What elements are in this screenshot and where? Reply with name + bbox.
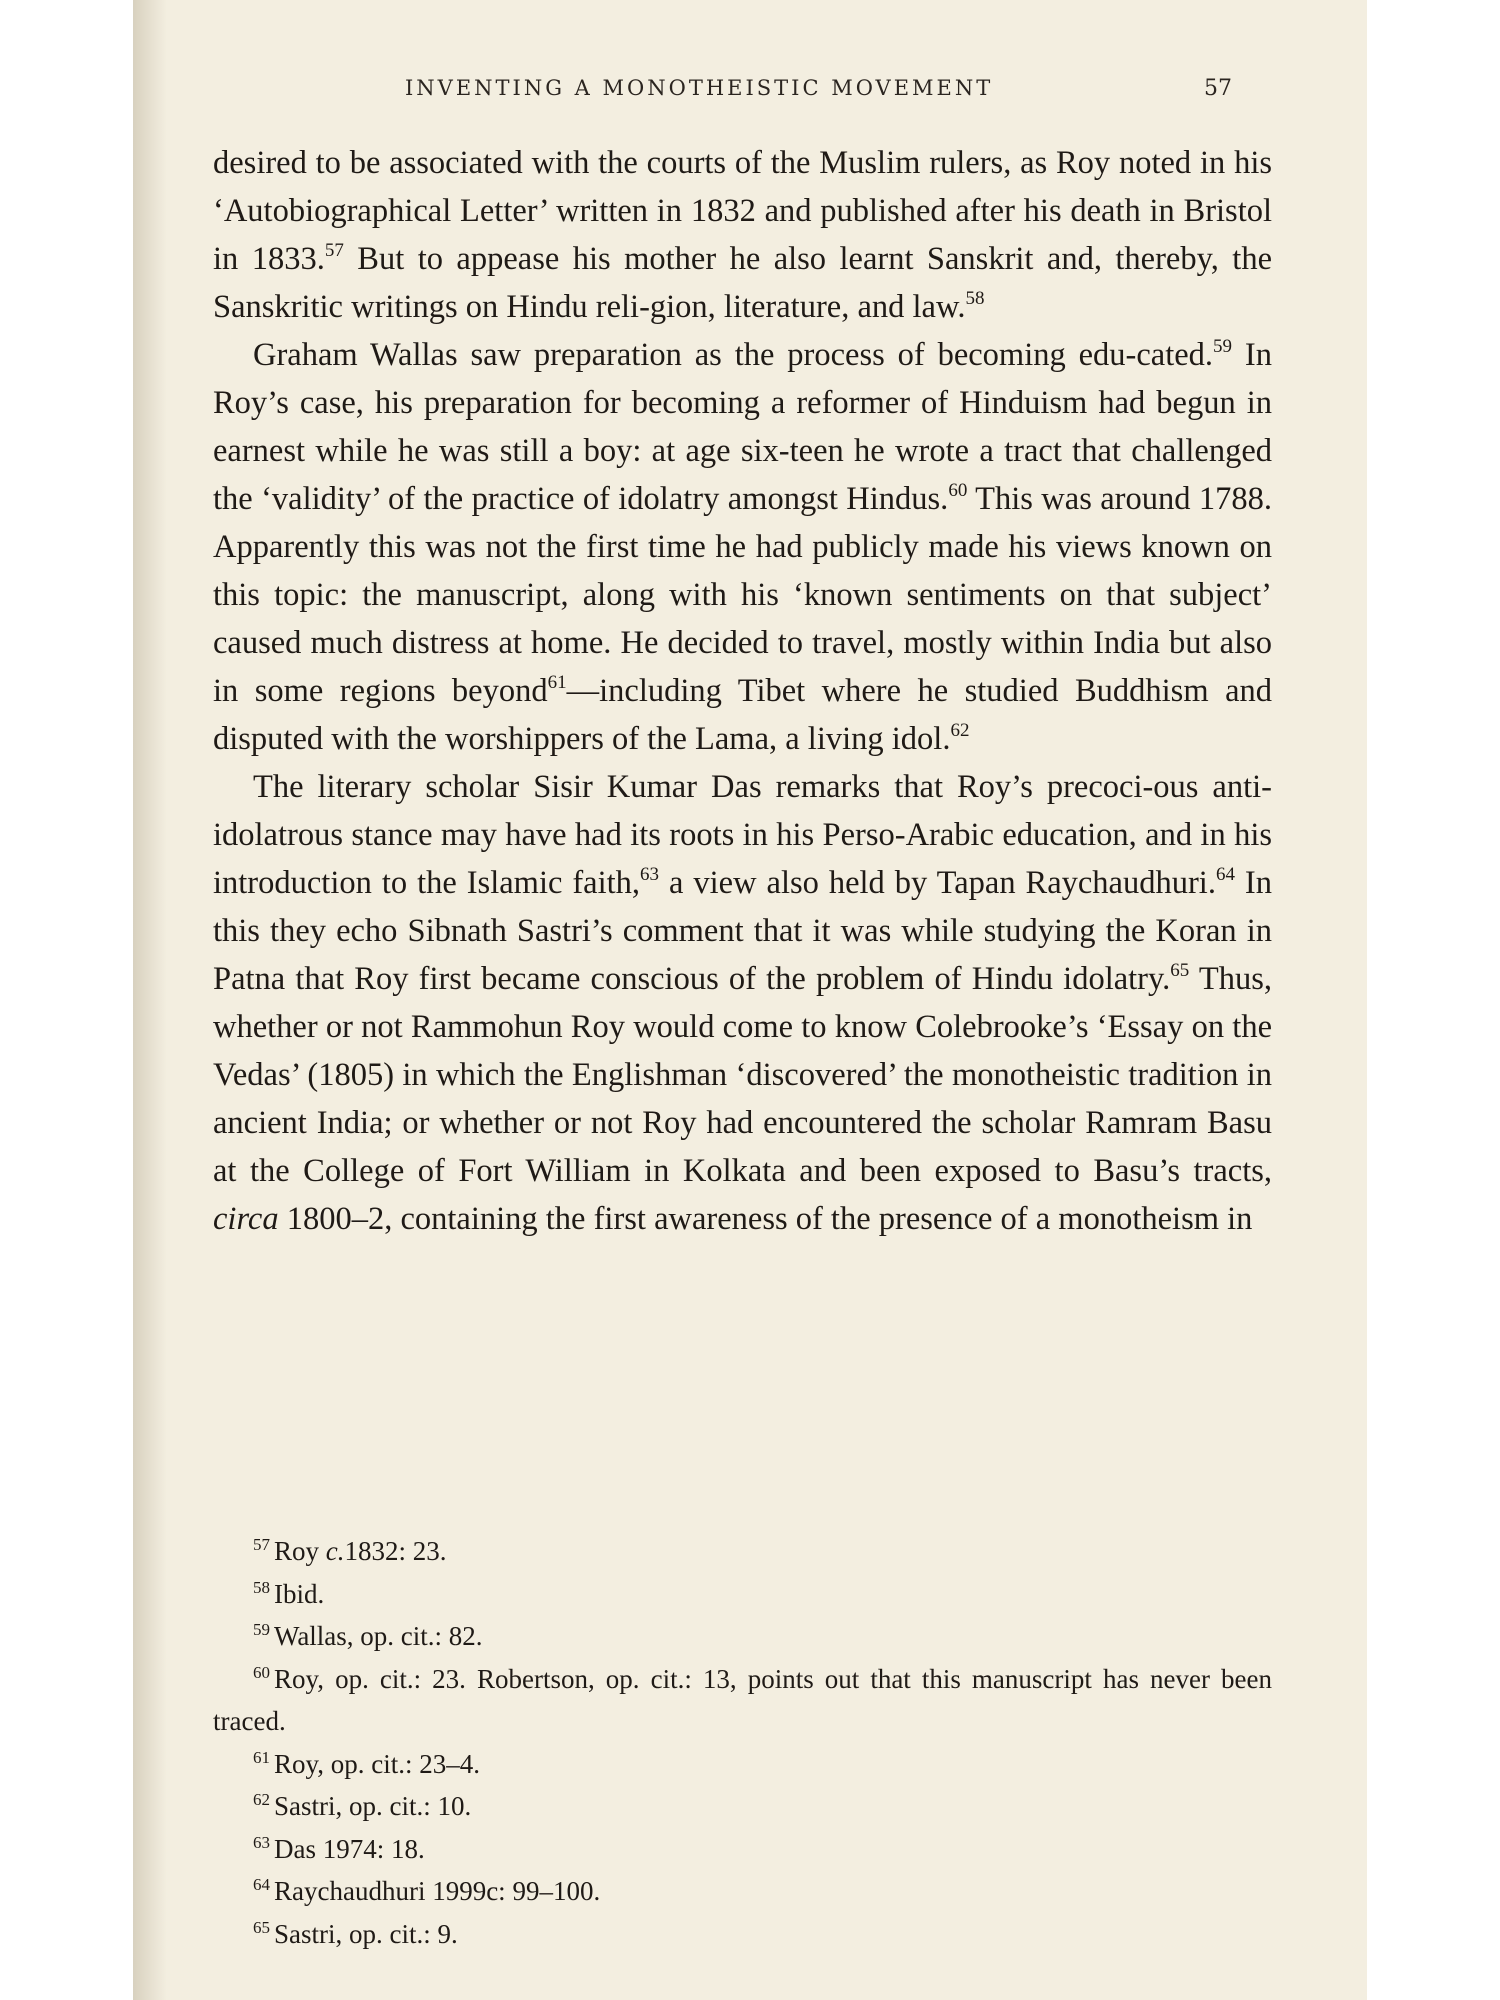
footnote-number: 63 — [253, 1832, 270, 1852]
footnote-text: Ibid. — [274, 1578, 325, 1609]
footnote-ref: 64 — [1215, 864, 1235, 885]
footnote-number: 58 — [253, 1577, 270, 1597]
running-head: INVENTING A MONOTHEISTIC MOVEMENT — [405, 76, 994, 100]
paragraph-1 — [213, 139, 1272, 331]
footnote-ref: 62 — [950, 720, 970, 741]
footnote-ref: 59 — [1213, 336, 1233, 357]
paragraph-2 — [213, 331, 1272, 763]
paragraph-text: In Roy’s case, his preparation for becoming a reformer of Hinduism had begun in earnest while he was still a boy: at age six-teen he wrote a tract that challenged the ‘validity’ of the practice of idolatry amongst Hindus. — [213, 337, 1272, 517]
footnote-ref: 61 — [547, 672, 567, 693]
footnote-number: 57 — [253, 1535, 270, 1554]
page-gutter-shadow — [133, 0, 167, 2000]
italic-term: circa — [213, 1201, 279, 1237]
footnote-text: Sastri, op. cit.: 10. — [274, 1791, 472, 1821]
footnote-text: Raychaudhuri 1999c: 99–100. — [274, 1876, 601, 1906]
paragraph-text: Graham Wallas saw preparation as the process of becoming edu-cated. — [253, 337, 1214, 373]
footnote — [213, 1828, 1272, 1871]
page-header — [133, 76, 1367, 112]
paragraph-text: The literary scholar Sisir Kumar Das remarks that Roy’s precoci-ous anti-idolatrous stance may have had its roots in his Perso-Arabic education, and in his introduction to the Islamic faith, — [213, 769, 1272, 901]
footnote — [213, 1913, 1272, 1956]
paragraph-text: —including Tibet where he studied Buddhism and disputed with the worshippers of the Lama, a living idol. — [213, 673, 1272, 757]
footnote-text: Roy, op. cit.: 23–4. — [274, 1748, 480, 1779]
footnote-text: Sastri, op. cit.: 9. — [274, 1918, 458, 1949]
footnote — [213, 1785, 1272, 1828]
footnote-ref: 58 — [965, 288, 985, 309]
footnote-text: 1832: 23. — [344, 1536, 447, 1566]
footnote-text: Wallas, op. cit.: 82. — [274, 1621, 483, 1651]
footnote-ref: 65 — [1170, 960, 1190, 981]
footnote-ref: 60 — [948, 480, 968, 501]
footnote-number: 60 — [253, 1662, 270, 1682]
footnote-italic: c. — [325, 1536, 345, 1566]
paragraph-text: desired to be associated with the courts of the Muslim rulers, as Roy noted in his ‘Autobiographical Letter’ written in 1832 and published after his death in Bristol in 1833. — [213, 145, 1272, 277]
footnote-text: Roy — [274, 1536, 326, 1566]
footnote-number: 64 — [253, 1875, 270, 1894]
footnote-number: 62 — [253, 1790, 270, 1809]
footnotes — [213, 1530, 1272, 1955]
main-text — [213, 139, 1272, 1243]
footnote — [213, 1870, 1272, 1913]
footnote — [213, 1658, 1272, 1743]
paragraph-text: This was around 1788. Apparently this was not the first time he had publicly made his views known on this topic: the manuscript, along with his ‘known sentiments on that subject’ caused much distress at home. He decided to travel, mostly within India but also in some regions beyond — [213, 481, 1272, 709]
book-page — [133, 0, 1367, 2000]
footnote-number: 59 — [253, 1620, 270, 1639]
footnote — [213, 1530, 1272, 1573]
page-number: 57 — [1204, 76, 1232, 101]
footnote-number: 65 — [253, 1917, 270, 1937]
paragraph-text: 1800–2, containing the first awareness of the presence of a monotheism in — [278, 1201, 1253, 1237]
paragraph-text: In this they echo Sibnath Sastri’s comment that it was while studying the Koran in Patna that Roy first became conscious of the problem of Hindu idolatry. — [213, 865, 1273, 997]
footnote-number: 61 — [253, 1747, 270, 1767]
paragraph-text: But to appease his mother he also learnt Sanskrit and, thereby, the Sanskritic writings on Hindu reli-gion, literature, and law. — [213, 241, 1272, 325]
paragraph-3 — [213, 763, 1272, 1243]
footnote-text: Roy, op. cit.: 23. Robertson, op. cit.: 13, points out that this manuscript has never been traced. — [213, 1663, 1272, 1736]
footnote-ref: 63 — [640, 864, 660, 885]
paragraph-text: Thus, whether or not Rammohun Roy would come to know Colebrooke’s ‘Essay on the Vedas’ (1805) in which the Englishman ‘discovered’ the monotheistic tradition in ancient India; or whether or not Roy had encountered the scholar Ramram Basu at the College of Fort William in Kolkata and been exposed to Basu’s tracts, — [213, 961, 1272, 1189]
footnote — [213, 1615, 1272, 1658]
footnote — [213, 1573, 1272, 1616]
footnote — [213, 1743, 1272, 1786]
footnote-text: Das 1974: 18. — [274, 1833, 425, 1864]
footnote-ref: 57 — [324, 240, 344, 261]
paragraph-text: a view also held by Tapan Raychaudhuri. — [659, 865, 1216, 901]
